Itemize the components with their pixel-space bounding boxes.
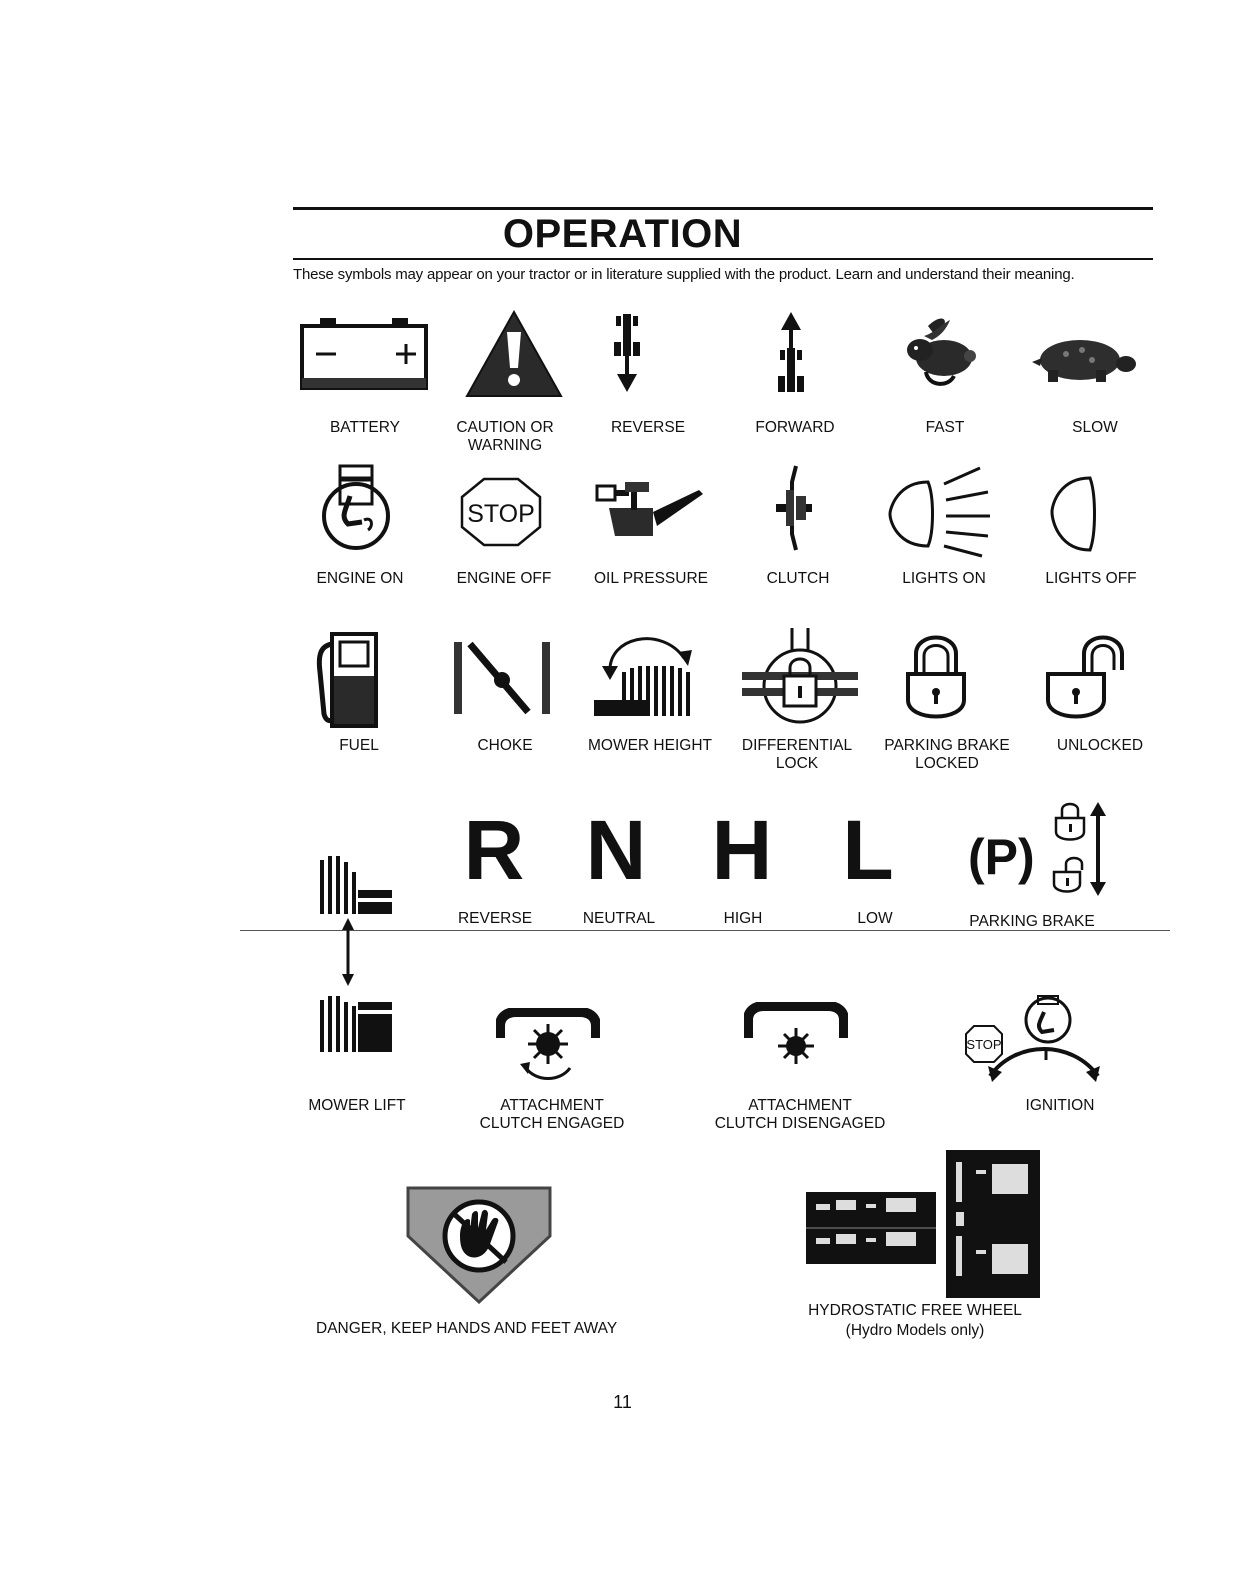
symbol-label-lights-on: LIGHTS ON xyxy=(902,570,986,587)
symbol-label-reverse: REVERSE xyxy=(610,419,686,436)
engine-on-icon xyxy=(310,464,402,552)
symbol-label-parking-brake-locked: PARKING BRAKE LOCKED xyxy=(884,737,1010,772)
gear-letter-reverse: R xyxy=(463,803,525,897)
padlock-unlocked-icon xyxy=(1044,630,1126,720)
gear-letter-high: H xyxy=(711,803,773,897)
symbol-label-ignition: IGNITION xyxy=(1025,1097,1095,1114)
symbol-label-unlocked: UNLOCKED xyxy=(1056,737,1144,754)
turtle-icon xyxy=(1026,334,1136,384)
parking-brake-lock-icon xyxy=(1052,800,1112,898)
symbol-label-caution-warning: CAUTION OR WARNING xyxy=(456,419,554,454)
symbol-label-differential-lock: DIFFERENTIAL LOCK xyxy=(741,737,853,772)
gear-label-low: LOW xyxy=(857,910,893,927)
title-underline xyxy=(293,258,1153,260)
parking-brake-symbol: (P) xyxy=(968,829,1035,885)
engine-off-stop-text: STOP xyxy=(467,500,535,528)
attachment-engaged-icon xyxy=(496,1008,600,1084)
differential-lock-icon xyxy=(738,626,862,726)
danger-label: DANGER, KEEP HANDS AND FEET AWAY xyxy=(316,1320,618,1337)
symbol-label-battery: BATTERY xyxy=(329,419,401,436)
gear-letter-neutral: N xyxy=(585,803,647,897)
symbol-label-oil-pressure: OIL PRESSURE xyxy=(594,570,708,587)
fuel-pump-icon xyxy=(314,632,386,728)
top-rule xyxy=(293,207,1153,210)
lights-off-icon xyxy=(1048,474,1098,554)
oil-can-icon xyxy=(595,478,707,542)
warning-triangle-icon xyxy=(465,310,563,398)
rabbit-icon xyxy=(898,316,982,390)
page-title: OPERATION xyxy=(502,212,743,256)
clutch-icon xyxy=(774,462,814,554)
gear-label-neutral: NEUTRAL xyxy=(582,910,656,927)
parking-brake-label: PARKING BRAKE xyxy=(969,913,1095,930)
hydro-label: HYDROSTATIC FREE WHEEL xyxy=(808,1302,1022,1319)
gear-label-reverse: REVERSE xyxy=(457,910,533,927)
tractor-forward-icon xyxy=(778,312,804,394)
symbol-label-clutch: CLUTCH xyxy=(766,570,830,587)
symbol-label-choke: CHOKE xyxy=(477,737,533,754)
mower-height-icon xyxy=(592,622,702,718)
intro-text: These symbols may appear on your tractor or in literature supplied with the product. Learn and understand their meaning. xyxy=(293,266,1075,283)
hydro-note: (Hydro Models only) xyxy=(845,1322,985,1339)
symbol-label-slow: SLOW xyxy=(1072,419,1118,436)
hydrostatic-free-wheel-icon xyxy=(806,1150,1042,1300)
symbol-label-lights-off: LIGHTS OFF xyxy=(1045,570,1137,587)
battery-icon xyxy=(300,318,428,390)
symbol-label-forward: FORWARD xyxy=(755,419,835,436)
gear-letter-low: L xyxy=(842,803,894,897)
symbol-label-engine-off: ENGINE OFF xyxy=(456,570,552,587)
symbol-label-attachment-engaged: ATTACHMENT CLUTCH ENGAGED xyxy=(479,1097,625,1132)
engine-off-stop-icon xyxy=(460,477,542,547)
symbol-label-engine-on: ENGINE ON xyxy=(316,570,404,587)
padlock-locked-icon xyxy=(904,630,968,720)
attachment-disengaged-icon xyxy=(744,1002,848,1068)
choke-icon xyxy=(452,640,552,716)
ignition-stop-text: STOP xyxy=(966,1037,1002,1052)
symbol-label-fast: FAST xyxy=(925,419,965,436)
gear-label-high: HIGH xyxy=(723,910,763,927)
symbol-label-mower-lift: MOWER LIFT xyxy=(308,1097,406,1114)
lights-on-icon xyxy=(888,462,1000,558)
symbol-label-fuel: FUEL xyxy=(339,737,379,754)
hand-danger-icon xyxy=(404,1184,554,1304)
symbol-label-attachment-disengaged: ATTACHMENT CLUTCH DISENGAGED xyxy=(714,1097,886,1132)
tractor-reverse-icon xyxy=(614,312,640,394)
ignition-icon xyxy=(962,994,1108,1090)
page-number: 11 xyxy=(613,1392,632,1412)
symbol-label-mower-height: MOWER HEIGHT xyxy=(588,737,712,754)
mower-lift-icon xyxy=(318,852,394,1060)
